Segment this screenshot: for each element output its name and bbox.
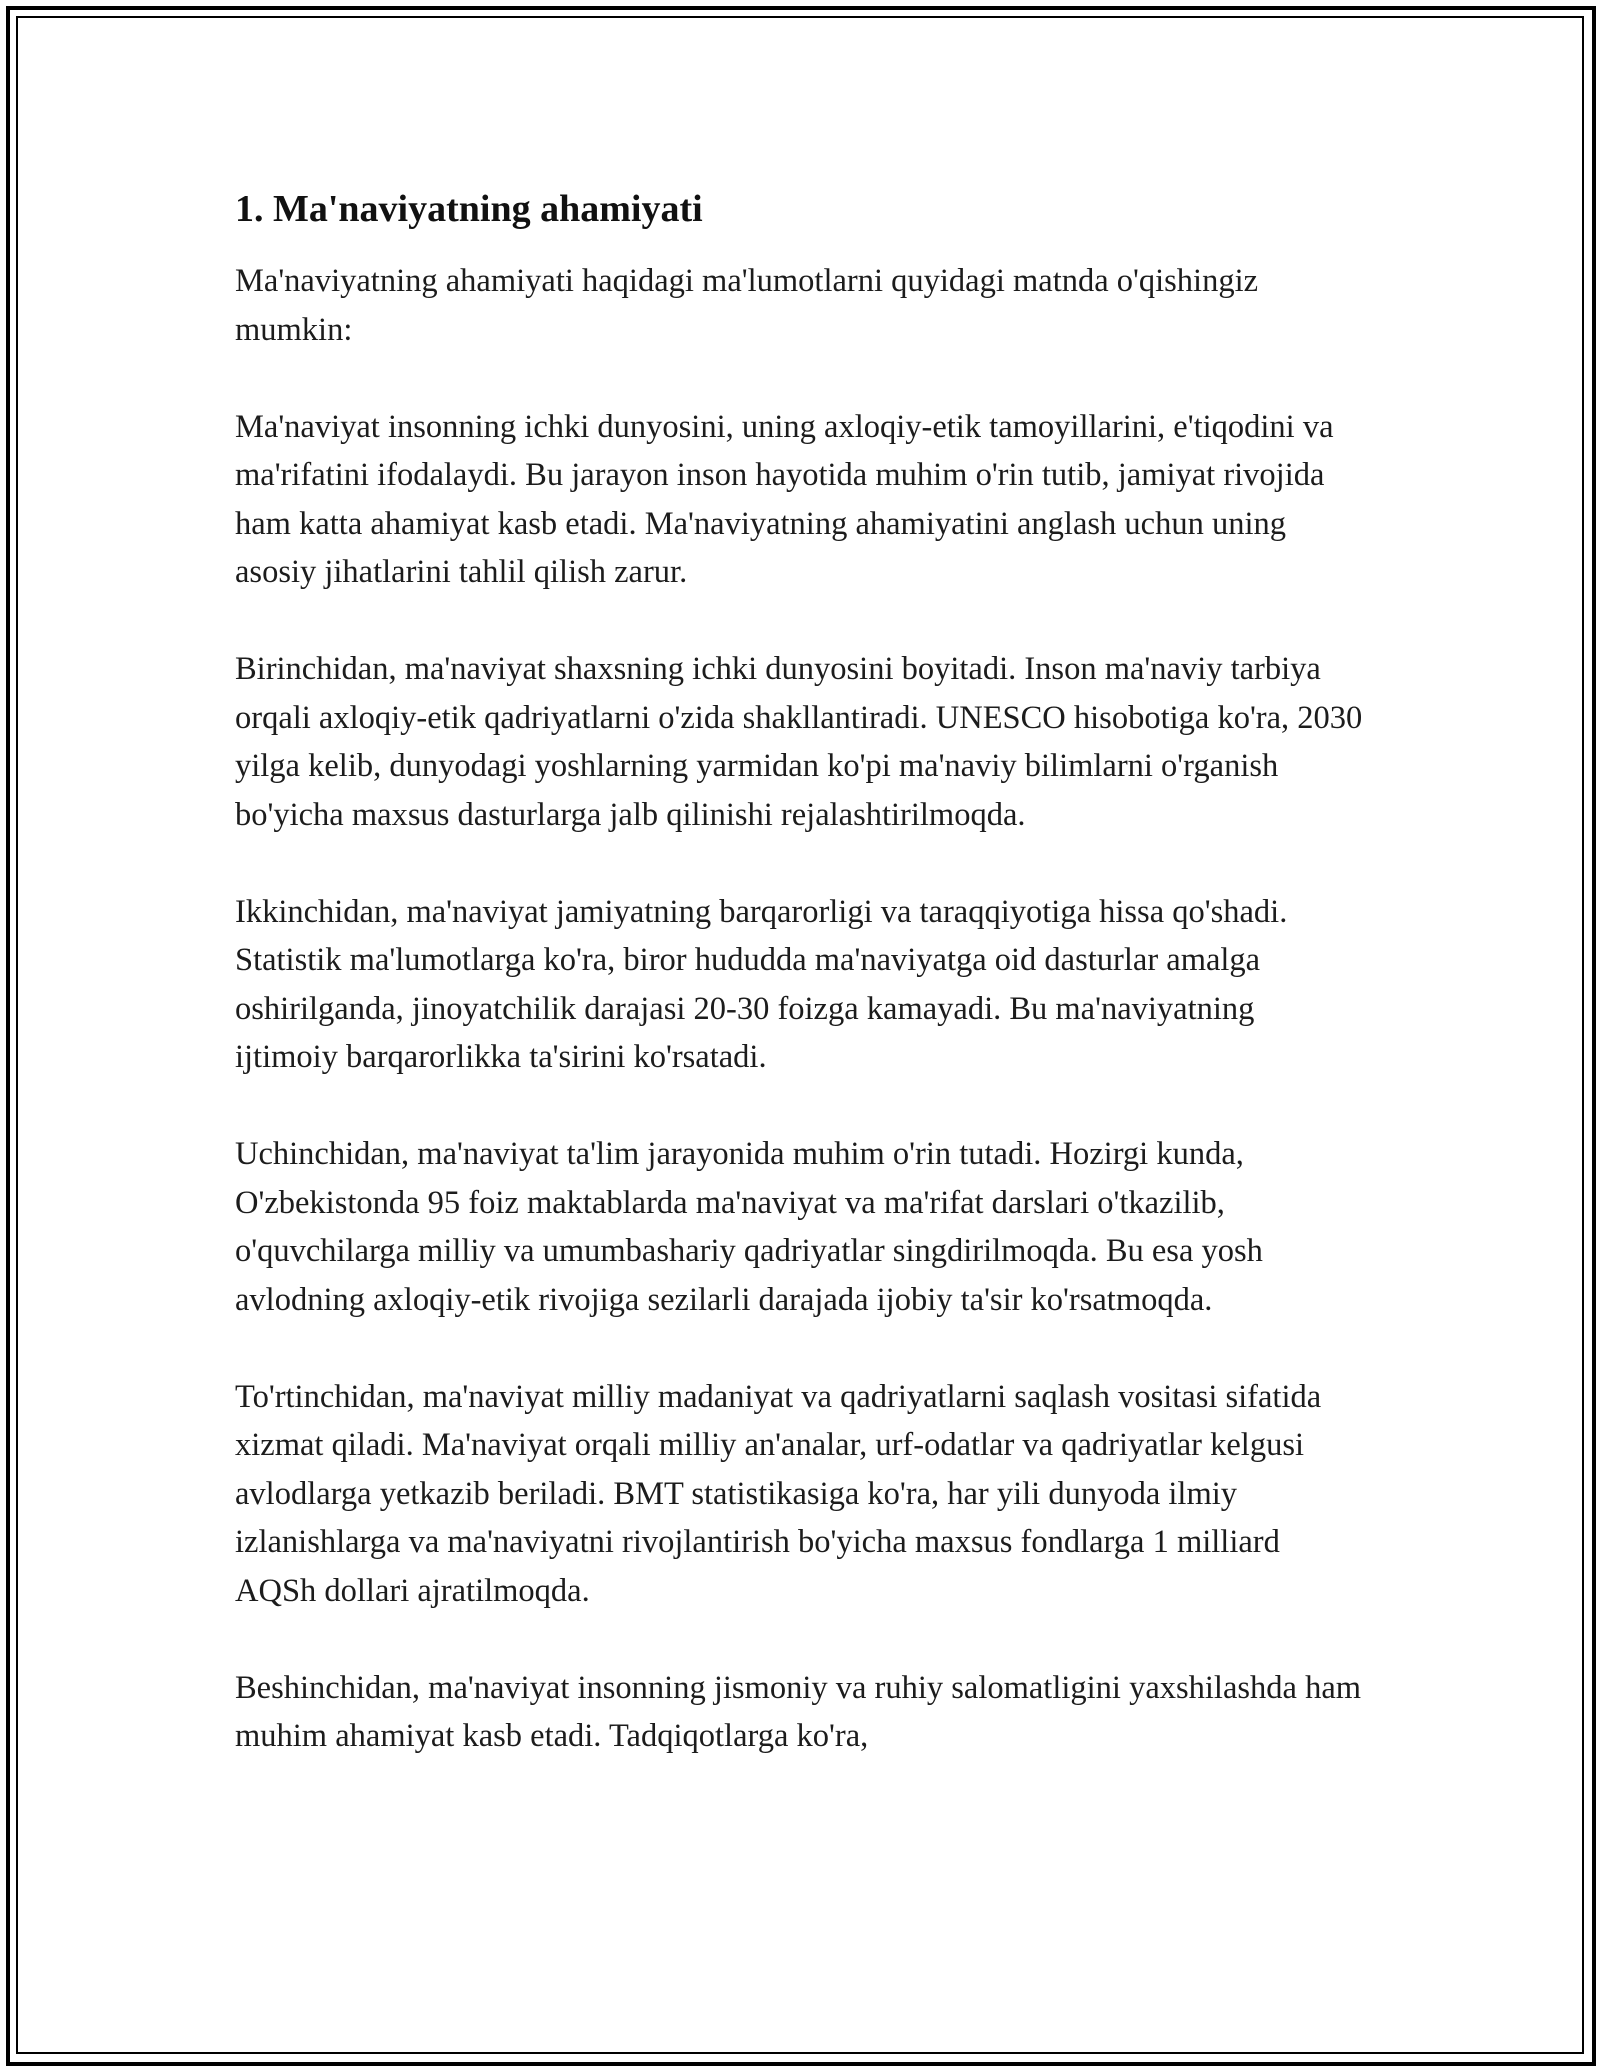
paragraph-definition: Ma'naviyat insonning ichki dunyosini, uning axloqiy-etik tamoyillarini, e'tiqodini va ma'rifatini ifodalaydi. Bu jarayon inson hayotida muhim o'rin tutib, jamiyat rivojida ham katta ahamiyat kasb etadi. Ma'naviyatning ahamiyatini anglash uchun uning asosiy jihatlarini tahlil qilish zarur. bbox=[235, 408, 1334, 590]
paragraph-fifth: Beshinchidan, ma'naviyat insonning jismoniy va ruhiy salomatligini yaxshilashda ham muhim ahamiyat kasb etadi. Tadqiqotlarga ko'ra, bbox=[235, 1669, 1362, 1754]
document-body bbox=[235, 185, 1365, 1809]
paragraph-first: Birinchidan, ma'naviyat shaxsning ichki dunyosini boyitadi. Inson ma'naviy tarbiya orqali axloqiy-etik qadriyatlarni o'zida shakllantiradi. UNESCO hisobotiga ko'ra, 2030 yilga kelib, dunyodagi yoshlarning yarmidan ko'pi ma'naviy bilimlarni o'rganish bo'yicha maxsus dasturlarga jalb qilinishi rejalashtirilmoqda. bbox=[235, 651, 1363, 833]
paragraph-intro: Ma'naviyatning ahamiyati haqidagi ma'lumotlarni quyidagi matnda o'qishingiz mumkin: bbox=[235, 263, 1259, 348]
document-title: 1. Ma'naviyatning ahamiyati bbox=[235, 188, 703, 230]
paragraph-second: Ikkinchidan, ma'naviyat jamiyatning barqarorligi va taraqqiyotiga hissa qo'shadi. Statistik ma'lumotlarga ko'ra, biror hududda ma'naviyatga oid dasturlar amalga oshirilganda, jinoyatchilik darajasi 20-30 foizga kamayadi. Bu ma'naviyatning ijtimoiy barqarorlikka ta'sirini ko'rsatadi. bbox=[235, 893, 1288, 1075]
paragraph-fourth: To'rtinchidan, ma'naviyat milliy madaniyat va qadriyatlarni saqlash vositasi sifatida xizmat qiladi. Ma'naviyat orqali milliy an'analar, urf-odatlar va qadriyatlar kelgusi avlodlarga yetkazib beriladi. BMT statistikasiga ko'ra, har yili dunyoda ilmiy izlanishlarga va ma'naviyatni rivojlantirish bo'yicha maxsus fondlarga 1 milliard AQSh dollari ajratilmoqda. bbox=[235, 1378, 1322, 1609]
paragraph-third: Uchinchidan, ma'naviyat ta'lim jarayonida muhim o'rin tutadi. Hozirgi kunda, O'zbekistonda 95 foiz maktablarda ma'naviyat va ma'rifat darslari o'tkazilib, o'quvchilarga milliy va umumbashariy qadriyatlar singdirilmoqda. Bu esa yosh avlodning axloqiy-etik rivojiga sezilarli darajada ijobiy ta'sir ko'rsatmoqda. bbox=[235, 1136, 1263, 1318]
